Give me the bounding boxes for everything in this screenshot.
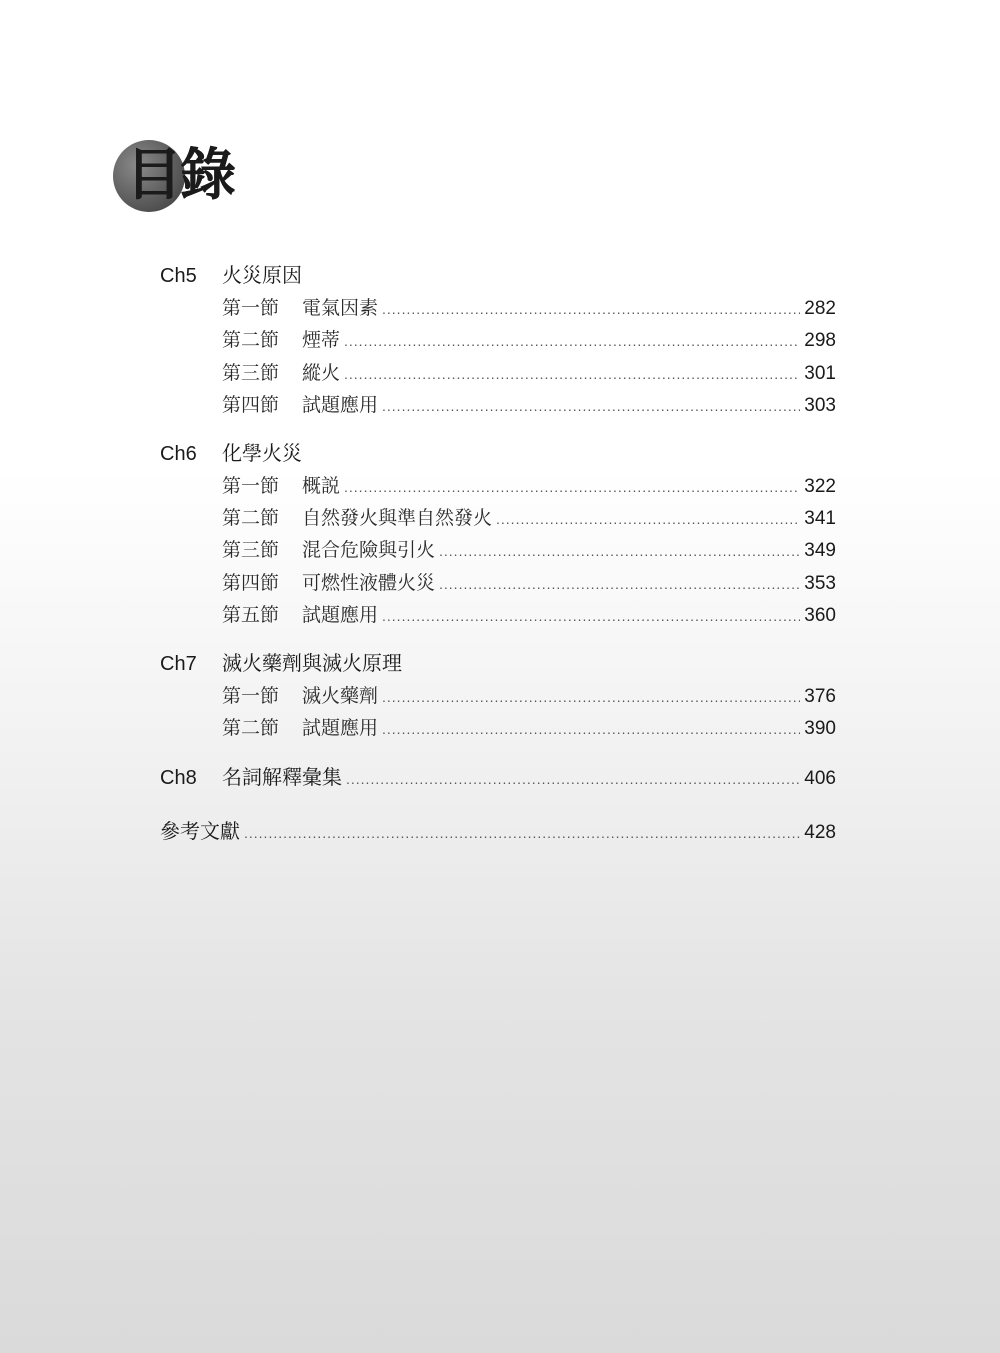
section-number: 第四節 <box>222 394 280 417</box>
page-number: 360 <box>804 605 836 627</box>
page-number: 298 <box>804 330 836 352</box>
section-number: 第一節 <box>222 684 280 707</box>
dot-leader <box>439 535 800 567</box>
section-title: 可燃性液體火災 <box>302 571 436 594</box>
section-title: 試題應用 <box>302 604 379 627</box>
page-title: 目錄 <box>126 143 234 208</box>
page-number: 303 <box>804 395 836 417</box>
page-number: 301 <box>804 362 836 384</box>
toc-title-block <box>113 140 253 212</box>
section-number: 第五節 <box>222 604 280 627</box>
section-number: 第二節 <box>222 716 280 739</box>
dot-leader <box>382 293 800 325</box>
dot-leader <box>382 681 800 713</box>
toc-entry[interactable] <box>222 389 836 421</box>
page-number: 353 <box>804 572 836 594</box>
chapter-title: 滅火藥劑與滅火原理 <box>222 650 402 675</box>
section-number: 第二節 <box>222 506 280 529</box>
section-number: 第一節 <box>222 474 280 497</box>
chapter-heading <box>160 436 836 470</box>
toc-entry[interactable] <box>222 567 836 599</box>
toc-entry[interactable] <box>222 292 836 324</box>
dot-leader <box>382 600 800 632</box>
section-number: 第三節 <box>222 539 280 562</box>
section-title: 縱火 <box>302 361 341 384</box>
chapter-number: Ch7 <box>160 652 197 675</box>
chapter-8-entry[interactable] <box>160 758 836 796</box>
section-title: 試題應用 <box>302 394 379 417</box>
toc-entry[interactable] <box>222 534 836 566</box>
toc-entry[interactable] <box>222 357 836 389</box>
dot-leader <box>244 814 800 852</box>
toc-entry[interactable] <box>222 599 836 631</box>
section-number: 第一節 <box>222 297 280 319</box>
references-entry[interactable] <box>160 812 836 850</box>
page-number: 322 <box>804 475 836 497</box>
dot-leader <box>382 390 800 422</box>
toc-entry[interactable] <box>222 712 836 744</box>
dot-leader <box>382 713 800 745</box>
section-title: 煙蒂 <box>302 329 341 352</box>
section-number: 第三節 <box>222 361 280 384</box>
chapter-title: 火災原因 <box>222 263 302 287</box>
page-number: 406 <box>804 768 836 790</box>
page-number: 376 <box>804 685 836 707</box>
toc-entry[interactable] <box>222 470 836 502</box>
section-title: 電氣因素 <box>302 297 379 319</box>
chapter-7 <box>160 646 836 745</box>
table-of-contents <box>160 258 836 850</box>
dot-leader <box>344 358 800 390</box>
chapter-heading <box>160 646 836 680</box>
page-number: 428 <box>804 822 836 844</box>
chapter-number: Ch5 <box>160 265 197 287</box>
toc-entry[interactable] <box>222 680 836 712</box>
toc-entry[interactable] <box>222 502 836 534</box>
dot-leader <box>439 568 800 600</box>
section-number: 第二節 <box>222 329 280 352</box>
chapter-title: 名詞解釋彙集 <box>222 765 342 790</box>
section-title: 試題應用 <box>302 716 379 739</box>
chapter-title: 化學火災 <box>222 440 302 465</box>
section-title: 滅火藥劑 <box>302 684 379 707</box>
toc-entry[interactable] <box>222 324 836 356</box>
references-title: 參考文獻 <box>160 819 240 844</box>
page-number: 349 <box>804 540 836 562</box>
section-title: 概説 <box>302 474 341 497</box>
page-number: 282 <box>804 298 836 319</box>
chapter-heading <box>160 258 836 292</box>
dot-leader <box>496 503 800 535</box>
section-title: 混合危險與引火 <box>302 539 436 562</box>
page-number: 390 <box>804 717 836 739</box>
section-title: 自然發火與準自然發火 <box>302 506 493 529</box>
section-number: 第四節 <box>222 571 280 594</box>
chapter-number: Ch6 <box>160 442 197 465</box>
dot-leader <box>346 760 800 798</box>
dot-leader <box>344 325 800 357</box>
chapter-6 <box>160 436 836 632</box>
chapter-5 <box>160 258 836 422</box>
chapter-number: Ch8 <box>160 767 197 790</box>
page-number: 341 <box>804 507 836 529</box>
dot-leader <box>344 471 800 503</box>
